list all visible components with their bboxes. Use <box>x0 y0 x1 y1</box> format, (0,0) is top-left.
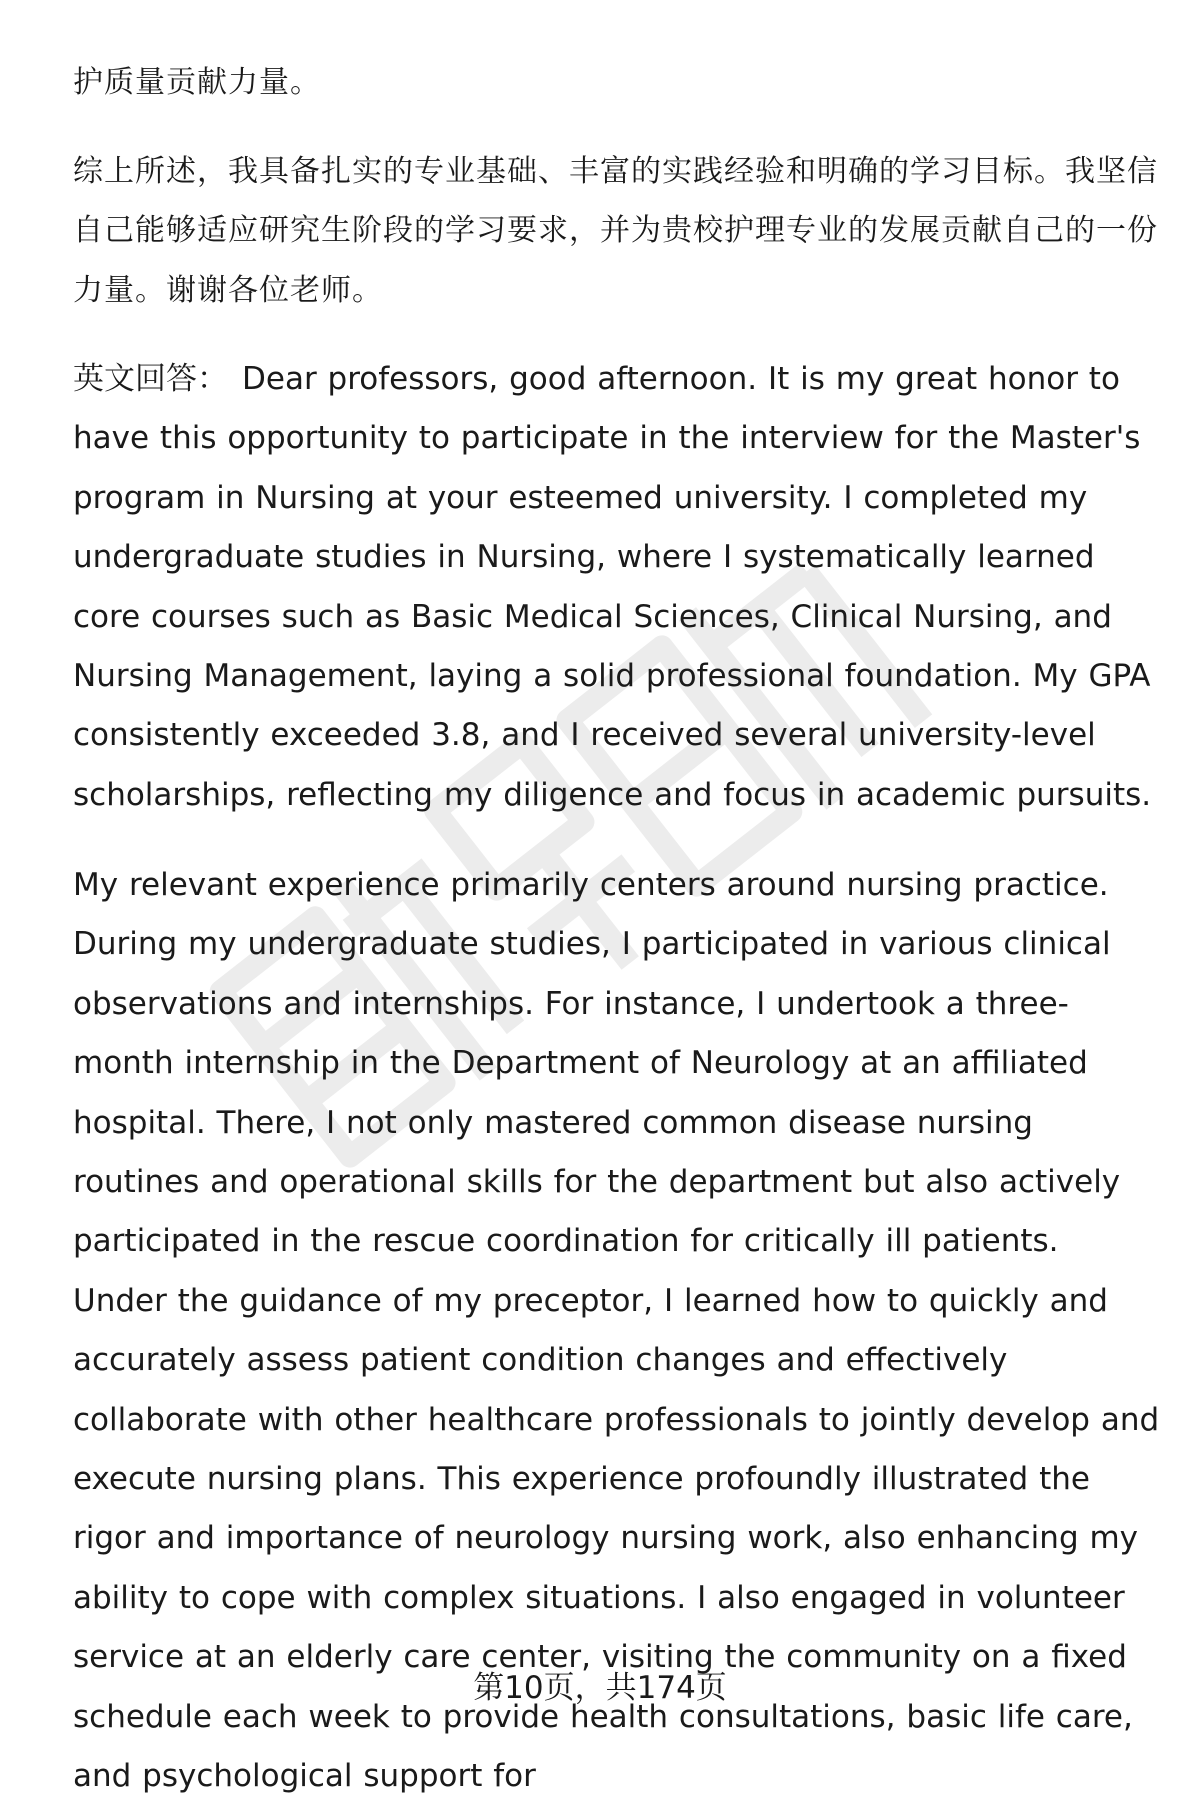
english-answer-label: 英文回答： <box>73 361 228 397</box>
paragraph-experience: My relevant experience primarily centers around nursing practice. During my undergraduate studies, I participated in various clinical observations and internships. For instance, I undertook a three-month internship in the Department of Neurology at an affiliated hospital. There, I not only mastered common disease nursing routines and operational skills for the department but also actively participated in the rescue coordination for critically ill patients. Under the guidance of my preceptor, I learned how to quickly and accurately assess patient condition changes and effectively collaborate with other healthcare professionals to jointly develop and execute nursing plans. This experience profoundly illustrated the rigor and importance of neurology nursing work, also enhancing my ability to cope with complex situations. I also engaged in volunteer service at an elderly care center, visiting the community on a fixed schedule each week to provide health consultations, basic life care, and psychological support for <box>73 867 1160 1795</box>
paragraph-continuation: 护质量贡献力量。 <box>73 65 321 100</box>
paragraph-english-answer <box>73 350 1163 825</box>
paragraph-summary-cn: 综上所述，我具备扎实的专业基础、丰富的实践经验和明确的学习目标。我坚信自己能够适应研究生阶段的学习要求，并为贵校护理专业的发展贡献自己的一份力量。谢谢各位老师。 <box>73 154 1158 308</box>
english-answer-text: Dear professors, good afternoon. It is my great honor to have this opportunity to participate in the interview for the Master's program in Nursing at your esteemed university. I completed my undergraduate studies in Nursing, where I systematically learned core courses such as Basic Medical Sciences, Clinical Nursing, and Nursing Management, laying a solid professional foundation. My GPA consistently exceeded 3.8, and I received several university-level scholarships, reflecting my diligence and focus in academic pursuits. <box>73 361 1152 813</box>
page-number-footer: 第10页，共174页 <box>473 1670 727 1706</box>
